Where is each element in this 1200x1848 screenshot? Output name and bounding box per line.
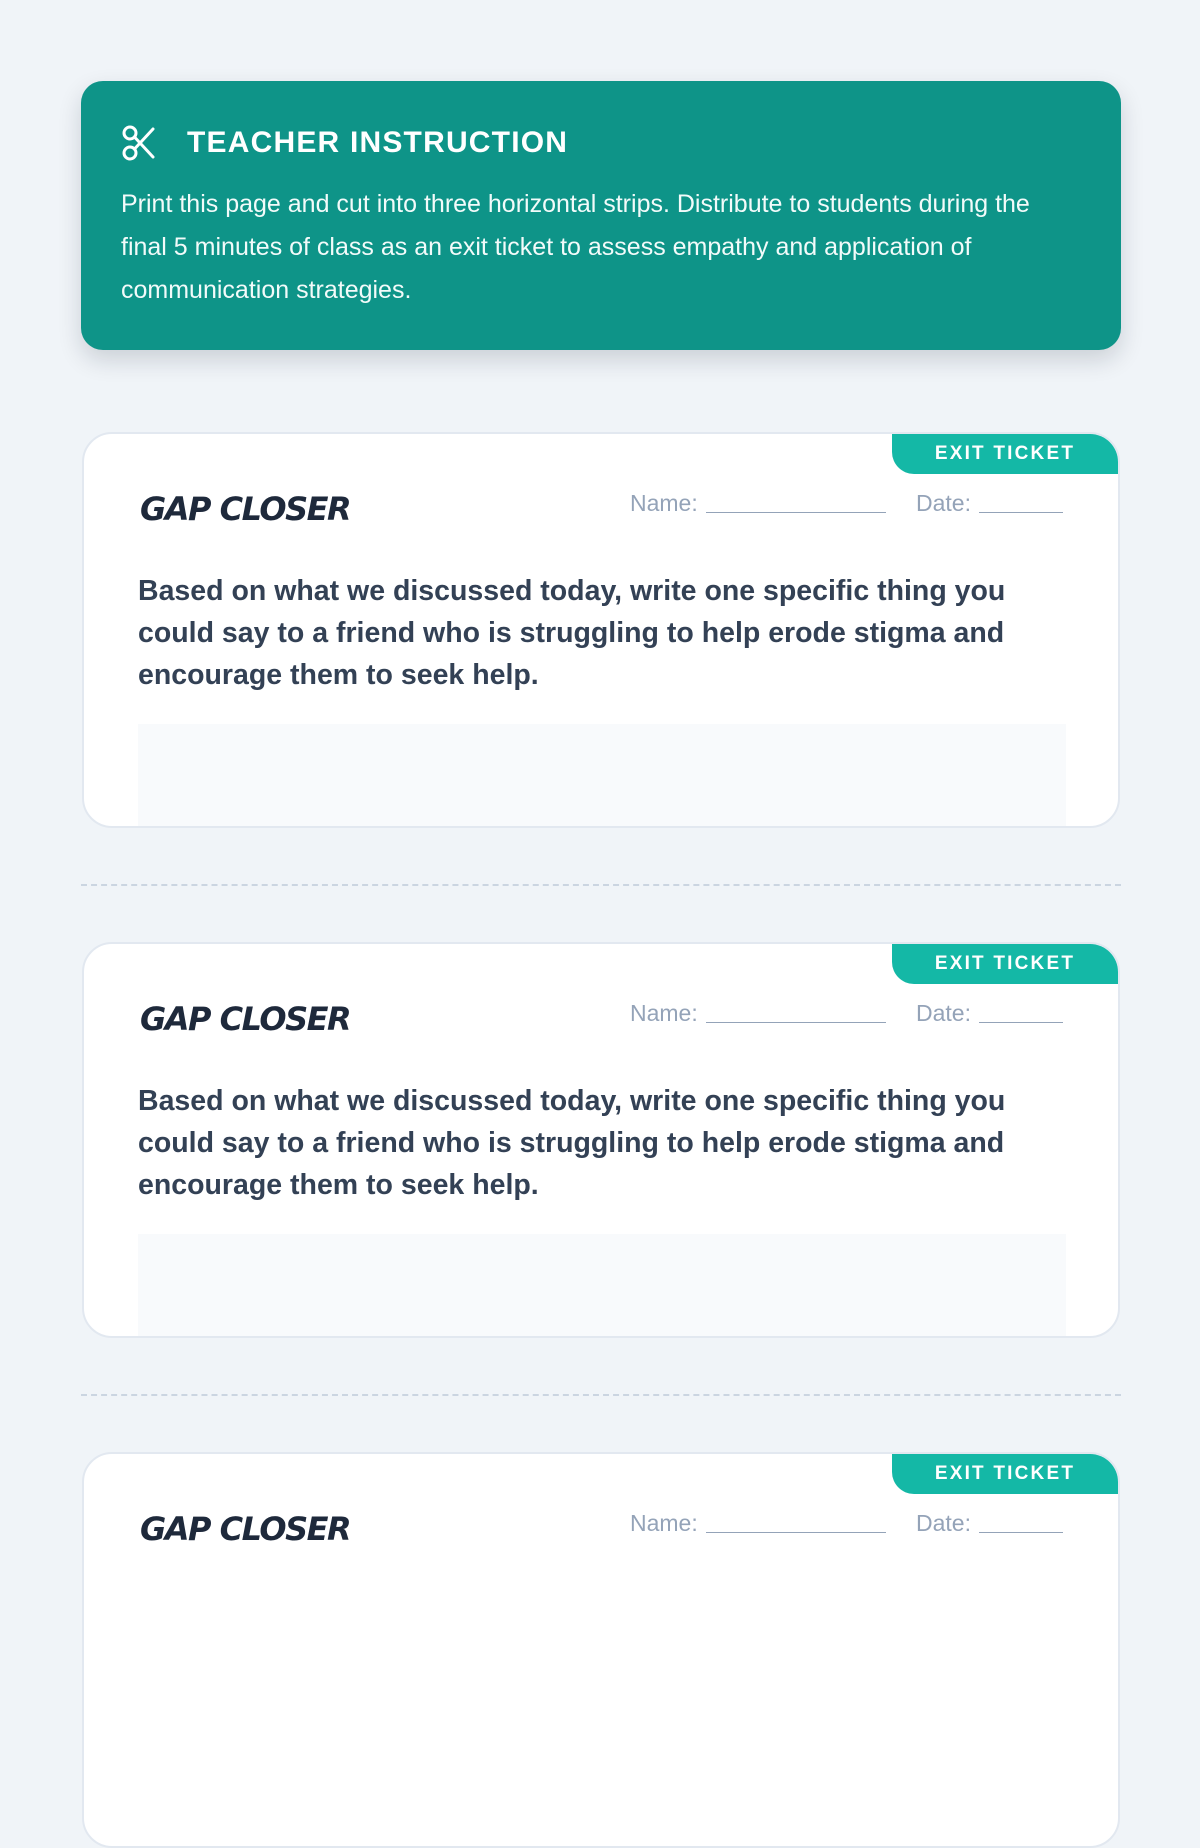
exit-ticket-badge: EXIT TICKET bbox=[892, 1454, 1118, 1494]
date-field[interactable] bbox=[916, 1510, 1063, 1537]
brand-logo: GAP CLOSER bbox=[140, 1510, 351, 1548]
cut-line bbox=[81, 1394, 1121, 1396]
name-label: Name: bbox=[630, 1510, 698, 1536]
brand-logo: GAP CLOSER bbox=[140, 490, 351, 528]
teacher-instruction-banner bbox=[81, 81, 1121, 350]
date-label: Date: bbox=[916, 1000, 971, 1026]
answer-area[interactable] bbox=[138, 724, 1066, 828]
exit-ticket-2 bbox=[82, 942, 1120, 1338]
cut-line bbox=[81, 884, 1121, 886]
date-field[interactable] bbox=[916, 490, 1063, 517]
exit-ticket-1 bbox=[82, 432, 1120, 828]
name-line[interactable] bbox=[706, 490, 886, 513]
exit-ticket-badge: EXIT TICKET bbox=[892, 434, 1118, 474]
name-line[interactable] bbox=[706, 1000, 886, 1023]
ticket-prompt: Based on what we discussed today, write one specific thing you could say to a friend who is struggling to help erode stigma and encourage them to seek help. bbox=[138, 1085, 1006, 1201]
instruction-title: TEACHER INSTRUCTION bbox=[187, 126, 569, 159]
name-line[interactable] bbox=[706, 1510, 886, 1533]
date-field[interactable] bbox=[916, 1000, 1063, 1027]
name-field[interactable] bbox=[630, 490, 886, 517]
scissors-icon bbox=[121, 125, 157, 161]
name-field[interactable] bbox=[630, 1510, 886, 1537]
exit-ticket-badge: EXIT TICKET bbox=[892, 944, 1118, 984]
date-label: Date: bbox=[916, 1510, 971, 1536]
name-label: Name: bbox=[630, 1000, 698, 1026]
date-line[interactable] bbox=[979, 1000, 1063, 1023]
exit-ticket-3 bbox=[82, 1452, 1120, 1848]
answer-area[interactable] bbox=[138, 1234, 1066, 1338]
instruction-text: Print this page and cut into three horizontal strips. Distribute to students during the final 5 minutes of class as an exit ticket to assess empathy and application of communication strategies. bbox=[121, 190, 1030, 304]
ticket-prompt: Based on what we discussed today, write one specific thing you could say to a friend who is struggling to help erode stigma and encourage them to seek help. bbox=[138, 575, 1006, 691]
name-field[interactable] bbox=[630, 1000, 886, 1027]
name-label: Name: bbox=[630, 490, 698, 516]
date-label: Date: bbox=[916, 490, 971, 516]
date-line[interactable] bbox=[979, 1510, 1063, 1533]
date-line[interactable] bbox=[979, 490, 1063, 513]
brand-logo: GAP CLOSER bbox=[140, 1000, 351, 1038]
